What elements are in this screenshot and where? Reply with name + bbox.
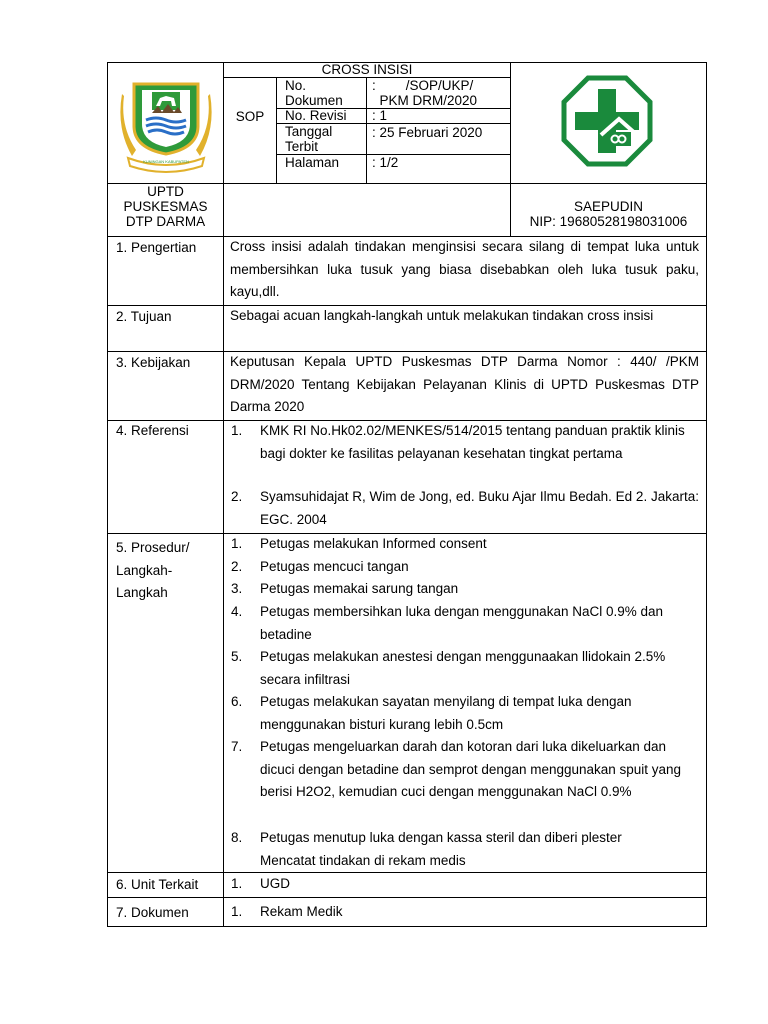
header-divider [366,77,367,183]
list-number: 4. [231,604,243,619]
header-value-tanggal-terbit: : 25 Februari 2020 [372,125,483,140]
list-item [231,646,701,691]
border-right [706,62,707,927]
list-text: UGD [260,876,290,891]
list-text: Petugas memakai sarung tangan [260,581,459,596]
puskesmas-logo [561,75,653,167]
list-number: 3. [231,581,243,596]
list-item [231,901,701,924]
list-text: KMK RI No.Hk02.02/MENKES/514/2015 tentang panduan praktik klinis bagi dokter ke fasilitas pelayanan kesehatan tingkat pertama [260,423,685,461]
list-text: Petugas menutup luka dengan kassa steril dan diberi plester Mencatat tindakan di rekam medis [260,830,622,868]
label-pengertian: 1. Pengertian [116,240,197,255]
label-dokumen: 7. Dokumen [116,905,189,920]
label-referensi: 4. Referensi [116,423,189,438]
list-item [231,601,701,646]
list-text: Petugas mengeluarkan darah dan kotoran dari luka dikeluarkan dan dicuci dengan betadine dan semprot dengan menggunakan spuit yang berisi H2O2, kemudian cuci dengan menggunakan NaCl 0.9% [260,739,682,799]
tujuan-text: Sebagai acuan langkah-langkah untuk melakukan tindakan cross insisi [230,308,654,323]
list-number: 1. [231,423,243,438]
list-text: Petugas membersihkan luka dengan menggunakan NaCl 0.9% dan betadine [260,604,664,642]
label-tujuan: 2. Tujuan [116,309,172,324]
header-label-halaman: Halaman [285,155,340,170]
header-label-no-dokumen: No. Dokumen [285,78,343,108]
list-number: 5. [231,649,243,664]
sop-label: SOP [235,109,265,124]
list-item [231,486,701,531]
list-item [231,827,701,872]
header-value-halaman: : 1/2 [372,155,399,170]
signer-name: SAEPUDIN [573,199,644,214]
list-item [231,556,701,579]
header-value-no-dokumen: : /SOP/UKP/ PKM DRM/2020 [372,78,478,108]
regency-crest-logo [116,76,216,176]
row-divider [107,897,707,898]
header-divider [276,77,277,183]
signer-nip: NIP: 19680528198031006 [529,214,688,229]
header-label-tanggal-terbit: Tanggal Terbit [285,124,333,154]
border-bottom [107,926,707,927]
list-text: Syamsuhidajat R, Wim de Jong, ed. Buku Ajar Ilmu Bedah. Ed 2. Jakarta: EGC. 2004 [260,489,699,527]
column-divider [223,62,224,927]
label-kebijakan: 3. Kebijakan [116,355,191,370]
list-item [231,533,701,556]
list-number: 2. [231,489,243,504]
list-number: 1. [231,536,243,551]
header-label-no-revisi: No. Revisi [285,108,347,123]
list-number: 2. [231,559,243,574]
crest-motto: KUNINGAN KABUPATEN [143,159,189,164]
institution-name: UPTD PUSKESMAS DTP DARMA [123,184,208,229]
list-number: 7. [231,739,243,754]
list-number: 1. [231,904,243,919]
list-item [231,873,701,896]
label-unit-terkait: 6. Unit Terkait [116,877,199,892]
list-item [231,691,701,736]
list-text: Petugas melakukan sayatan menyilang di tempat luka dengan menggunakan bisturi kurang lebih 0.5cm [260,694,632,732]
document-title: CROSS INSISI [321,62,413,77]
pengertian-text: Cross insisi adalah tindakan menginsisi secara silang di tempat luka untuk membersihkan luka tusuk yang biasa disebabkan oleh luka tusuk paku, kayu,dll. [230,239,699,299]
health-cross-icon [561,75,653,167]
list-item [231,578,701,601]
list-text: Rekam Medik [260,904,343,919]
list-text: Petugas melakukan anestesi dengan menggunaakan llidokain 2.5% secara infiltrasi [260,649,666,687]
list-number: 8. [231,830,243,845]
list-item [231,736,701,826]
list-number: 1. [231,876,243,891]
list-text: Petugas melakukan Informed consent [260,536,487,551]
label-prosedur: 5. Prosedur/ Langkah- Langkah [116,540,190,600]
list-item [231,420,701,488]
kebijakan-text: Keputusan Kepala UPTD Puskesmas DTP Darma Nomor : 440/ /PKM DRM/2020 Tentang Kebijakan Pelayanan Klinis di UPTD Puskesmas DTP Darma 2020 [230,354,699,414]
header-value-no-revisi: : 1 [372,108,388,123]
list-number: 6. [231,694,243,709]
list-text: Petugas mencuci tangan [260,559,409,574]
